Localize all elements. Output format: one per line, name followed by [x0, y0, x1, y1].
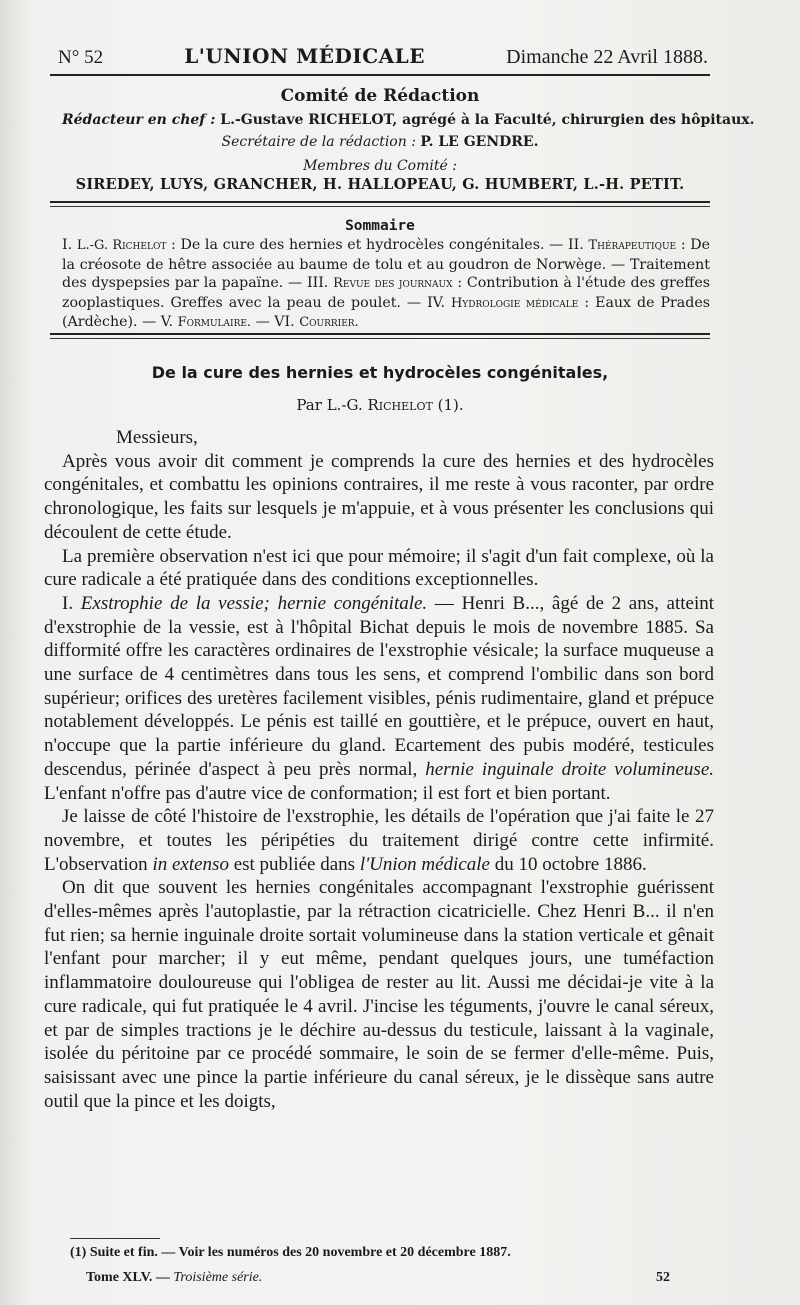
paragraph-1: Après vous avoir dit comment je comprends la cure des hernies et des hydrocèles congénitales, et combattu les opinions contraires, il me reste à vous raconter, par ordre chronologique, les faits sur lesquels je m'appuie, et à vous présenter les conclusions qui découlent de cette étude.: [44, 450, 714, 543]
sommaire-title: Sommaire: [345, 218, 415, 234]
article-byline: [50, 396, 710, 414]
observation-number: I.: [62, 592, 74, 614]
sommaire-iii-text: : Contribution à l'étude des greffes zooplastiques. Greffes avec la peau de poulet. —: [62, 275, 711, 311]
paragraph-4-emphasis-2: l'Union médicale: [359, 853, 490, 875]
committee-rule-top: [50, 201, 710, 203]
byline-prefix: Par: [296, 396, 322, 414]
series-label: Troisième série.: [173, 1270, 263, 1285]
committee-title: Comité de Rédaction: [280, 86, 480, 106]
sommaire-text: [62, 236, 710, 333]
sommaire-iv-num: IV.: [427, 294, 445, 311]
header-rule: [50, 74, 710, 76]
page-number: 52: [656, 1270, 670, 1285]
editor-name: L.-Gustave RICHELOT, agrégé à la Faculté, chirurgien des hôpitaux.: [220, 112, 755, 128]
sommaire-vi-section: Courrier.: [299, 315, 359, 330]
editor-in-chief: [62, 112, 755, 128]
footnote-reference: (1).: [437, 396, 464, 414]
sommaire-iv-text: : Eaux de Prades (Ardèche). —: [62, 294, 711, 330]
footnote-rule: [70, 1238, 160, 1239]
sommaire-iii-section: Revue des journaux: [333, 276, 453, 291]
sommaire-iv-section: Hydrologie médicale: [450, 295, 579, 311]
paragraph-3-emphasis: hernie inguinale droite volumineuse.: [425, 758, 715, 780]
sommaire-iii-num: III.: [306, 275, 329, 291]
paragraph-3-text-b: L'enfant n'offre pas d'autre vice de conformation; il est fort et bien portant.: [44, 782, 611, 804]
sommaire-i-text: : De la cure des hernies et hydrocèles congénitales. —: [171, 237, 564, 253]
sommaire-i-author: L.-G. Richelot: [76, 238, 167, 253]
secretary-name: P. LE GENDRE.: [420, 134, 539, 150]
footer-volume: [86, 1270, 262, 1286]
issue-date: Dimanche 22 Avril 1888.: [506, 46, 708, 68]
sommaire-ii-num: II.: [568, 237, 584, 253]
secretary-label: Secrétaire de la rédaction :: [221, 134, 416, 150]
observation-title: Exstrophie de la vessie; hernie congénitale.: [80, 592, 428, 614]
paragraph-4-text-b: est publiée dans: [233, 853, 356, 875]
committee-members: SIREDEY, LUYS, GRANCHER, H. HALLOPEAU, G. HUMBERT, L.-H. PETIT.: [75, 176, 685, 193]
sommaire-ii-text: : De la créosote de hêtre associée au baume de tolu et au goudron de Norwège. — Traitement des dyspepsies par la papaïne. —: [62, 237, 711, 291]
page-footer: [86, 1270, 670, 1286]
page-header: [58, 44, 708, 70]
secretary-line: [50, 134, 710, 150]
committee-rule-bottom: [50, 206, 710, 207]
sommaire-v-sep: —: [255, 314, 270, 330]
sommaire-v-section: Formulaire.: [177, 315, 252, 330]
paragraph-4-text-a: Je laisse de côté l'histoire de l'exstrophie, les détails de l'opération que j'ai faite le 27 novembre, et toutes les péripéties du traitement dirigé contre cette infirmité. L'observation: [44, 806, 714, 875]
article-title: De la cure des hernies et hydrocèles congénitales,: [151, 363, 609, 382]
footnote: (1) Suite et fin. — Voir les numéros des 20 novembre et 20 décembre 1887.: [70, 1245, 511, 1260]
article-body: [44, 426, 714, 1113]
salutation: Messieurs,: [116, 427, 198, 448]
article-author: L.-G. Richelot: [326, 396, 433, 414]
sommaire-rule-bottom: [50, 338, 710, 339]
paragraph-4: [44, 805, 714, 876]
sommaire-ii-section: Thérapeutique: [588, 238, 677, 253]
paragraph-5: On dit que souvent les hernies congénitales accompagnant l'exstrophie guérissent d'elles-mêmes après l'autoplastie, par la rétraction cicatricielle. Chez Henri B... il n'en fut rien; sa hernie inguinale droite sortait volumineuse dans la station verticale et gênait l'enfant pour marcher; il y eut même, pendant quelques jours, une tuméfaction inflammatoire douloureuse qui l'obligea de rester au lit. Aussi me décidai-je vite à la cure radicale, qui fut pratiquée le 4 avril. J'incise les téguments, j'ouvre le canal séreux, et par de simples tractions je le déchire au-dessus du testicule, laissant à la vaginale, isolée du péritoine par ce procédé sommaire, le soin de se fermer d'elle-même. Puis, saisissant avec une pince la partie inférieure du canal séreux, je le dissèque sans autre outil que la pince et les doigts,: [44, 877, 714, 1112]
paragraph-3: [44, 592, 714, 805]
paragraph-2: La première observation n'est ici que pour mémoire; il s'agit d'un fait complexe, où la cure radicale a été pratiquée dans des conditions exceptionnelles.: [44, 545, 714, 591]
sommaire-v-num: V.: [160, 314, 174, 330]
volume-label: Tome XLV. —: [86, 1270, 170, 1285]
paragraph-4-text-c: du 10 octobre 1886.: [494, 853, 647, 875]
sommaire-i-num: I.: [62, 237, 73, 253]
journal-title: L'UNION MÉDICALE: [184, 44, 425, 68]
sommaire-rule-top: [50, 333, 710, 335]
paragraph-3-text-a: — Henri B..., âgé de 2 ans, atteint d'exstrophie de la vessie, est à l'hôpital Bichat depuis le mois de novembre 1885. Sa difformité offre les caractères ordinaires de l'exstrophie vésicale; la surface muqueuse a une surface de 4 centimètres dans tous les sens, et comprend l'ombilic dans son bord supérieur; orifices des uretères facilement visibles, pénis rudimentaire, gland et prépuce notablement développés. Le pénis est taillé en gouttière, et le prépuce, ouvert en haut, n'occupe que la partie inférieure du gland. Ecartement des pubis modéré, testicules descendus, périnée d'aspect à peu près normal,: [44, 592, 715, 780]
members-label: Membres du Comité :: [303, 158, 457, 174]
sommaire-vi-num: VI.: [274, 314, 295, 330]
paragraph-4-emphasis-1: in extenso: [152, 853, 229, 875]
issue-number: N° 52: [58, 47, 104, 68]
editor-label: Rédacteur en chef :: [62, 112, 216, 128]
